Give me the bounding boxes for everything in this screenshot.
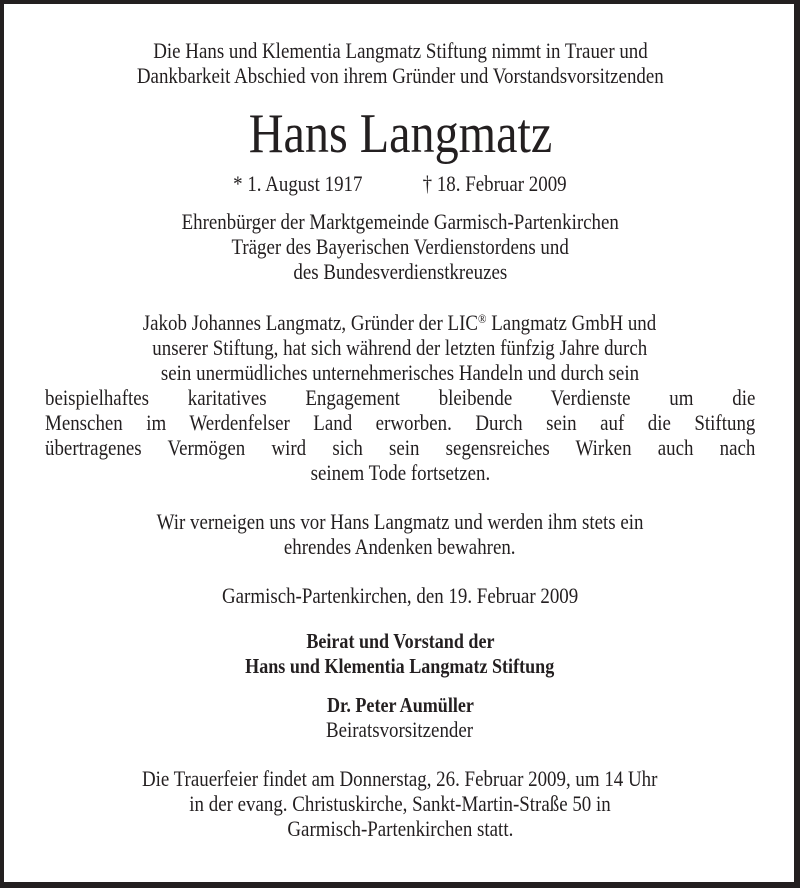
place-date-text: Garmisch-Partenkirchen, den 19. Februar 2009	[221, 583, 579, 608]
funeral-text-2: in der evang. Christuskirche, Sankt-Martin-Straße 50 in	[189, 791, 611, 816]
intro-line-2	[0, 63, 800, 89]
tribute-text-7: seinem Tode fortsetzen.	[310, 460, 490, 485]
deceased-name	[0, 104, 800, 164]
tribute-line-3	[0, 360, 800, 386]
tribute-text-4: beispielhaftes karitatives Engagement bleibende Verdienste um die	[45, 385, 756, 410]
honor-text-1: Ehrenbürger der Marktgemeinde Garmisch-Partenkirchen	[181, 209, 619, 234]
tribute-line-4	[45, 385, 755, 411]
funeral-line-1	[0, 766, 800, 792]
registered-mark: ®	[478, 311, 487, 326]
tribute-line-2	[0, 335, 800, 361]
funeral-text-3: Garmisch-Partenkirchen statt.	[287, 816, 513, 841]
remembrance-text-2: ehrendes Andenken bewahren.	[284, 534, 516, 559]
tribute-text-5: Menschen im Werdenfelser Land erworben. Durch sein auf die Stiftung	[45, 410, 756, 435]
honor-line-2	[0, 234, 800, 260]
funeral-text-1: Die Trauerfeier findet am Donnerstag, 26. Februar 2009, um 14 Uhr	[142, 766, 658, 791]
death-date: † 18. Februar 2009	[422, 171, 567, 196]
tribute-line-6	[45, 435, 755, 461]
intro-line-1	[0, 38, 800, 64]
honor-text-3: des Bundesverdienstkreuzes	[293, 259, 507, 284]
life-dates	[0, 171, 800, 197]
signatory-name	[0, 692, 800, 718]
signatory-role-text: Beiratsvorsitzender	[326, 717, 474, 742]
deceased-name-text: Hans Langmatz	[248, 103, 552, 165]
remembrance-line-1	[0, 509, 800, 535]
tribute-line-1-start: Jakob Johannes Langmatz, Gründer der LIC	[143, 310, 479, 335]
honor-text-2: Träger des Bayerischen Verdienstordens und	[231, 234, 569, 259]
intro-text-1: Die Hans und Klementia Langmatz Stiftung nimmt in Trauer und	[152, 38, 648, 63]
funeral-line-2	[0, 791, 800, 817]
honor-line-1	[0, 209, 800, 235]
tribute-text-1	[143, 310, 656, 336]
birth-date: * 1. August 1917	[233, 171, 363, 196]
tribute-line-1	[0, 310, 800, 336]
intro-text-2: Dankbarkeit Abschied von ihrem Gründer und Vorstandsvorsitzenden	[136, 63, 664, 88]
tribute-text-6: übertragenes Vermögen wird sich sein segensreiches Wirken auch nach	[45, 435, 756, 460]
funeral-line-3	[0, 816, 800, 842]
life-dates-text	[233, 171, 566, 197]
tribute-line-7	[0, 460, 800, 486]
tribute-line-1-end: Langmatz GmbH und	[486, 310, 657, 335]
place-date	[0, 583, 800, 609]
signatory-org-text-2: Hans und Klementia Langmatz Stiftung	[245, 654, 555, 678]
honor-line-3	[0, 259, 800, 285]
tribute-text-2: unserer Stiftung, hat sich während der letzten fünfzig Jahre durch	[152, 335, 648, 360]
signatory-role	[0, 717, 800, 743]
signatory-org-text-1: Beirat und Vorstand der	[305, 629, 495, 653]
remembrance-line-2	[0, 534, 800, 560]
tribute-text-3: sein unermüdliches unternehmerisches Handeln und durch sein	[160, 360, 640, 385]
remembrance-text-1: Wir verneigen uns vor Hans Langmatz und werden ihm stets ein	[156, 509, 644, 534]
signatory-org-line-2	[0, 653, 800, 679]
signatory-name-text: Dr. Peter Aumüller	[326, 693, 474, 717]
tribute-line-5	[45, 410, 755, 436]
signatory-org-line-1	[0, 628, 800, 654]
